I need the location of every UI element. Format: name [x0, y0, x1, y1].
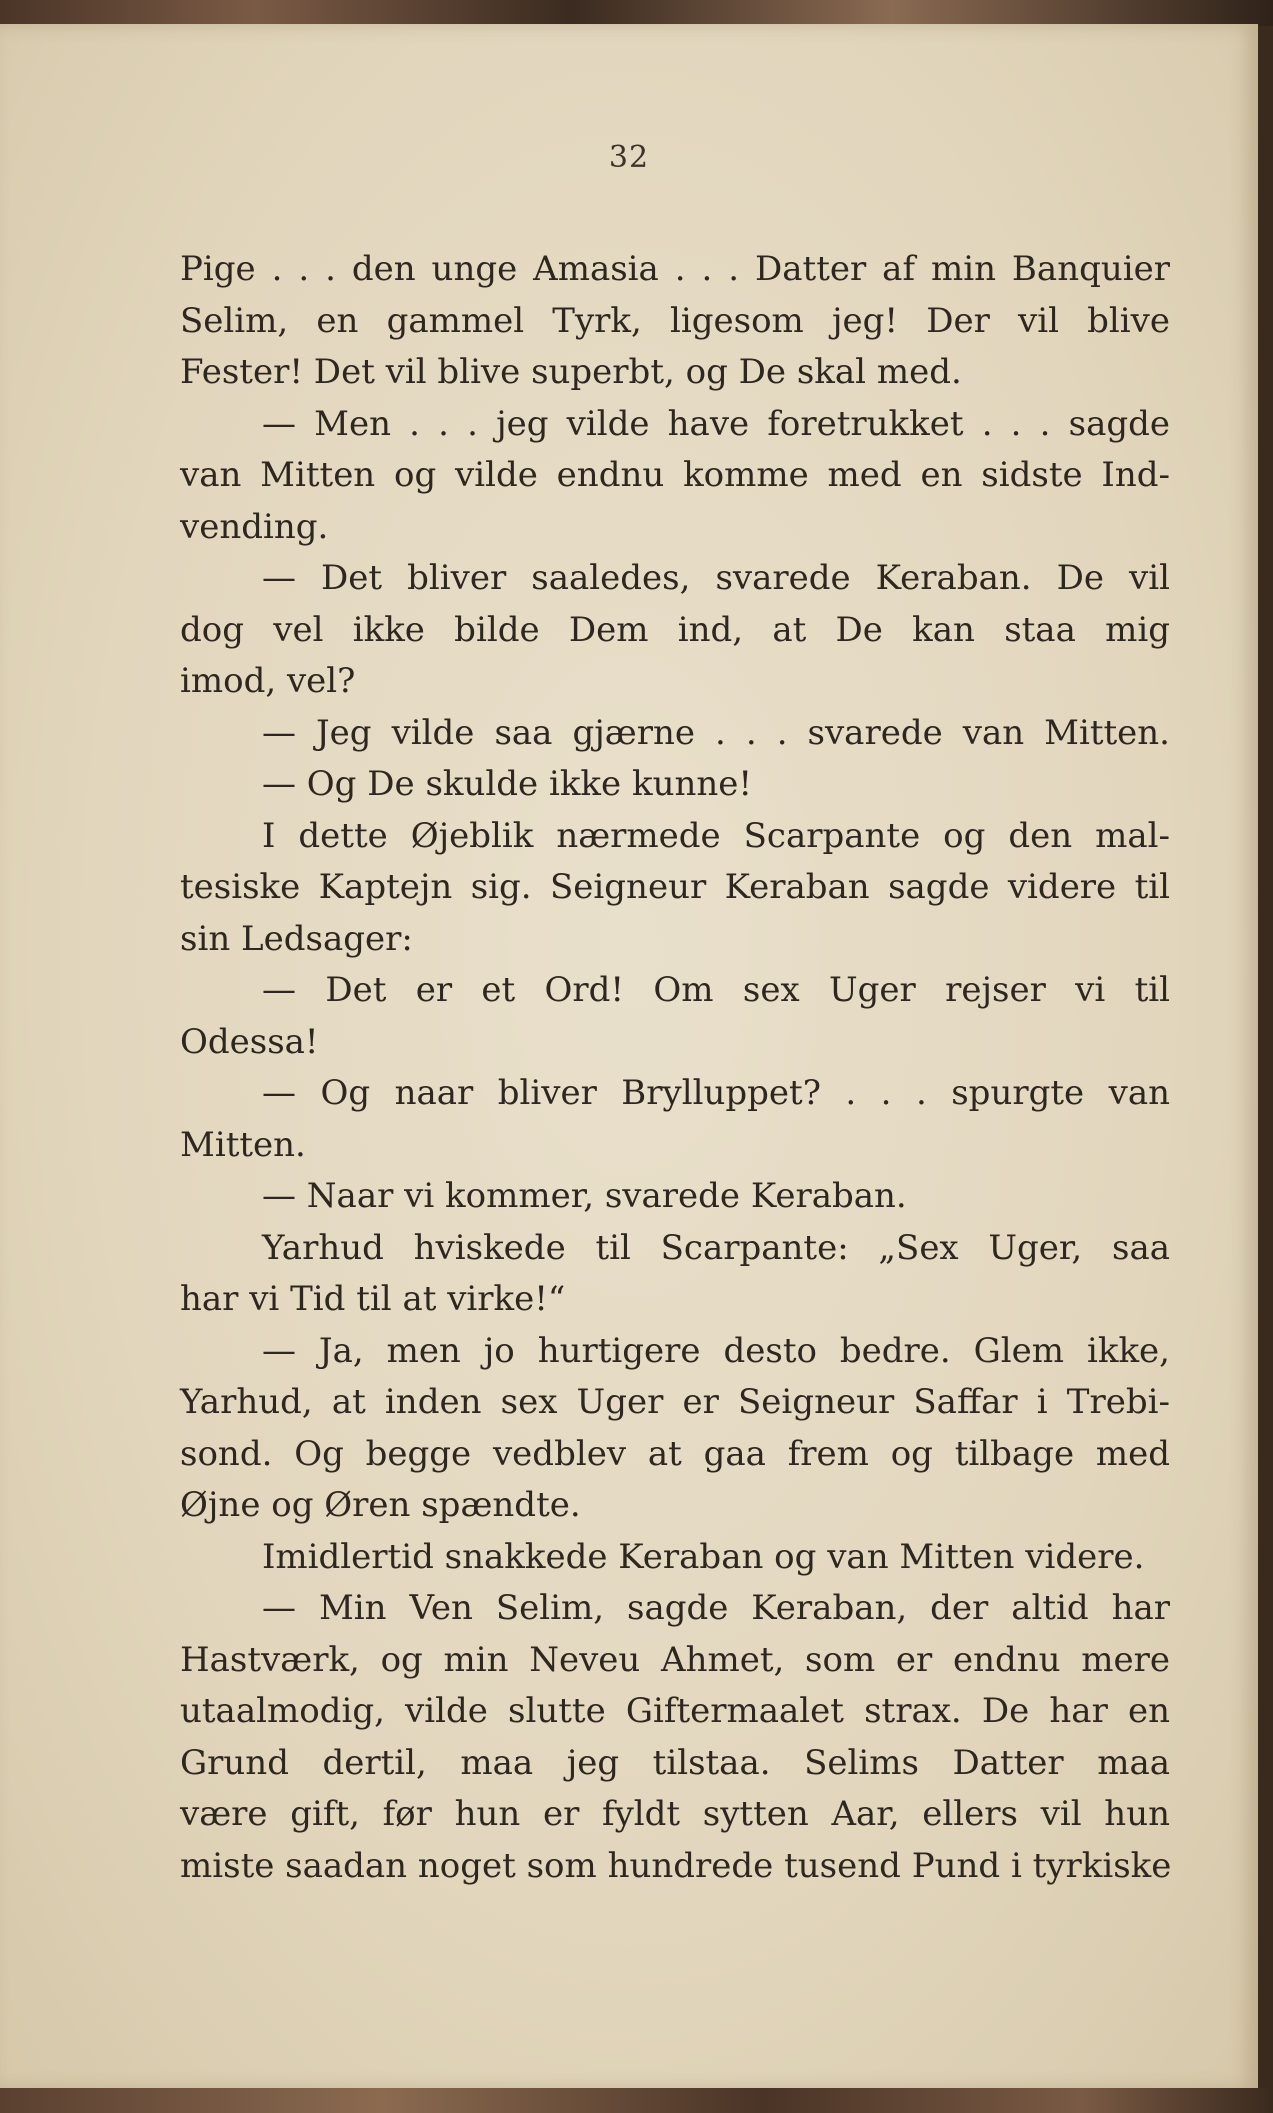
- text-line: — Jeg vilde saa gjærne . . . svarede van Mitten.: [262, 712, 1170, 753]
- text-line: Selim, en gammel Tyrk, ligesom jeg! Der vil blive: [180, 300, 1170, 341]
- text-line: Øjne og Øren spændte.: [180, 1485, 581, 1525]
- text-line: vending.: [180, 506, 329, 547]
- text-line: har vi Tid til at virke!“: [180, 1279, 566, 1319]
- text-line: — Ja, men jo hurtigere desto bedre. Glem ikke,: [262, 1330, 1170, 1371]
- text-line: — Det er et Ord! Om sex Uger rejser vi til: [262, 970, 1170, 1010]
- text-line: tesiske Kaptejn sig. Seigneur Keraban sagde videre til: [180, 867, 1170, 907]
- text-line: utaalmodig, vilde slutte Giftermaalet strax. De har en: [180, 1691, 1170, 1731]
- text-line: sin Ledsager:: [180, 918, 413, 959]
- text-line: I dette Øjeblik nærmede Scarpante og den mal-: [262, 815, 1170, 856]
- text-line: Yarhud, at inden sex Uger er Seigneur Saffar i Trebi-: [180, 1382, 1170, 1422]
- text-line: Fester! Det vil blive superbt, og De skal med.: [180, 352, 962, 392]
- text-line: Grund dertil, maa jeg tilstaa. Selims Datter maa: [180, 1742, 1170, 1783]
- text-line: Yarhud hviskede til Scarpante: „Sex Uger, saa: [262, 1227, 1170, 1268]
- text-line: Pige . . . den unge Amasia . . . Datter af min Banquier: [180, 249, 1170, 289]
- text-line: — Men . . . jeg vilde have foretrukket . . . sagde: [262, 403, 1170, 444]
- book-page: [0, 24, 1258, 2090]
- book-edge-top: [0, 0, 1273, 26]
- text-line: dog vel ikke bilde Dem ind, at De kan staa mig: [180, 609, 1170, 650]
- text-line: — Og De skulde ikke kunne!: [262, 764, 753, 804]
- text-line: være gift, før hun er fyldt sytten Aar, ellers vil hun: [180, 1794, 1170, 1834]
- text-line: — Min Ven Selim, sagde Keraban, der altid har: [262, 1588, 1170, 1628]
- book-edge-bottom: [0, 2088, 1273, 2113]
- text-line: imod, vel?: [180, 661, 356, 701]
- text-line: — Naar vi kommer, svarede Keraban.: [262, 1176, 907, 1216]
- text-line: — Det bliver saaledes, svarede Keraban. De vil: [262, 558, 1170, 598]
- text-line: Odessa!: [180, 1021, 319, 1062]
- text-line: miste saadan noget som hundrede tusend Pund i tyrkiske: [180, 1845, 1172, 1886]
- text-line: — Og naar bliver Brylluppet? . . . spurgte van: [262, 1073, 1170, 1113]
- page-number: 32: [608, 140, 650, 175]
- text-line: Imidlertid snakkede Keraban og van Mitten videre.: [262, 1536, 1145, 1577]
- text-line: van Mitten og vilde endnu komme med en sidste Ind-: [180, 455, 1170, 495]
- text-line: Hastværk, og min Neveu Ahmet, som er endnu mere: [180, 1639, 1170, 1680]
- body-text: [180, 244, 1170, 1892]
- text-line: Mitten.: [180, 1124, 306, 1165]
- text-line: sond. Og begge vedblev at gaa frem og tilbage med: [180, 1433, 1170, 1474]
